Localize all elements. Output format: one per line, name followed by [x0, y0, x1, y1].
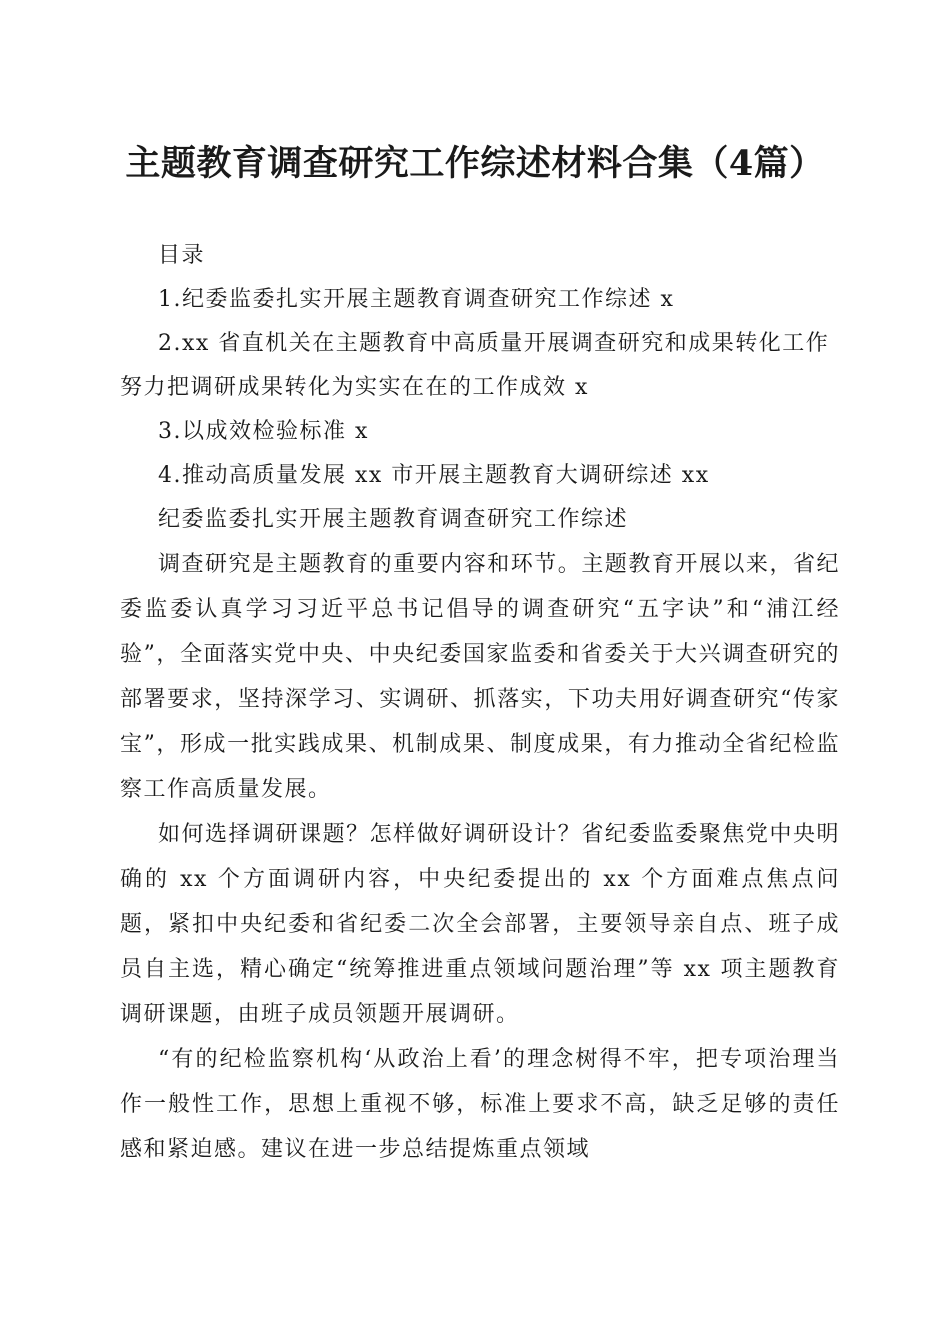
body-paragraph: 调查研究是主题教育的重要内容和环节。主题教育开展以来，省纪委监委认真学习习近平总书记倡导的调查研究“五字诀”和“浦江经验”，全面落实党中央、中央纪委国家监委和省委关于大兴调查研究的部署要求，坚持深学习、实调研、抓落实，下功夫用好调查研究“传家宝”，形成一批实践成果、机制成果、制度成果，有力推动全省纪检监察工作高质量发展。	[120, 552, 840, 802]
document-body	[120, 542, 840, 1172]
toc-item: 3.以成效检验标准 x	[158, 419, 369, 444]
toc-item: 1.纪委监委扎实开展主题教育调查研究工作综述 x	[158, 287, 675, 312]
document-title: 主题教育调查研究工作综述材料合集（4篇）	[125, 143, 825, 184]
table-of-contents	[120, 234, 840, 542]
body-paragraph: 如何选择调研课题？怎样做好调研设计？省纪委监委聚焦党中央明确的 xx 个方面调研内容，中央纪委提出的 xx 个方面难点焦点问题，紧扣中央纪委和省纪委二次全会部署，主要领导亲自点、班子成员自主选，精心确定“统筹推进重点领域问题治理”等 xx 项主题教育调研课题，由班子成员领题开展调研。	[120, 822, 840, 1027]
body-paragraph: “有的纪检监察机构‘从政治上看’的理念树得不牢，把专项治理当作一般性工作，思想上重视不够，标准上要求不高，缺乏足够的责任感和紧迫感。建议在进一步总结提炼重点领域	[120, 1047, 840, 1162]
section-title: 纪委监委扎实开展主题教育调查研究工作综述	[158, 507, 629, 532]
toc-item: 2.xx 省直机关在主题教育中高质量开展调查研究和成果转化工作努力把调研成果转化为实实在在的工作成效 x	[120, 331, 830, 400]
toc-heading: 目录	[158, 243, 206, 268]
toc-item: 4.推动高质量发展 xx 市开展主题教育大调研综述 xx	[158, 463, 710, 488]
